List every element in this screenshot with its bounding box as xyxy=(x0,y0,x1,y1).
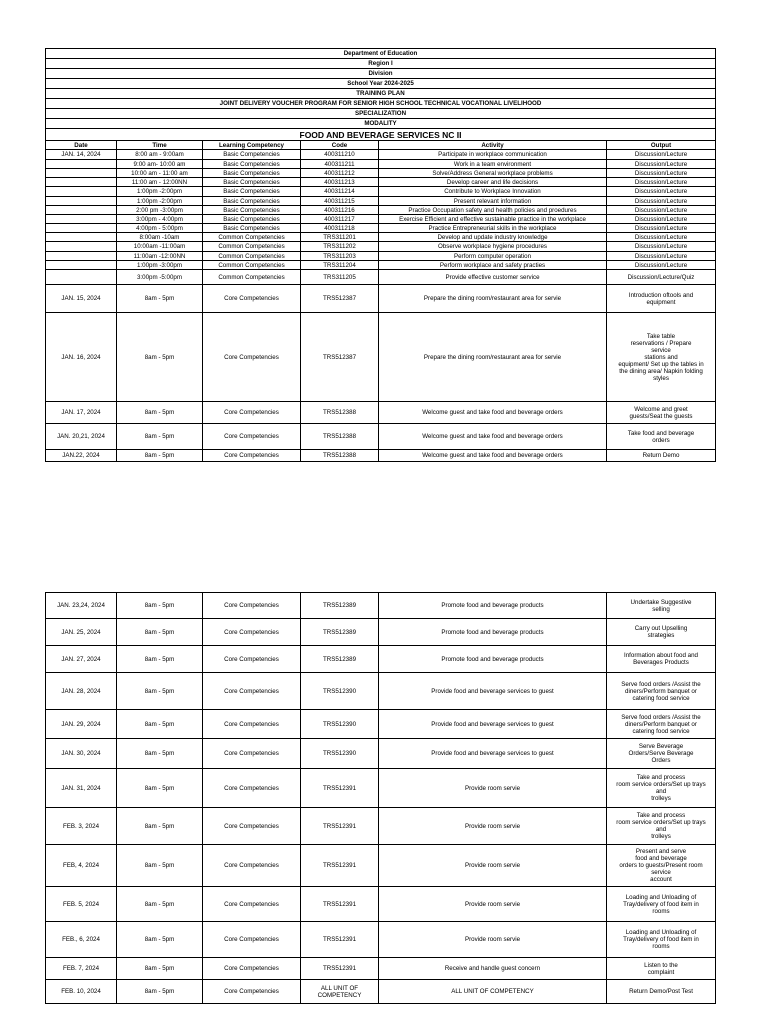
competency-cell: Common Competencies xyxy=(203,233,301,242)
time-cell: 8am - 5pm xyxy=(117,710,203,739)
output-cell: Welcome and greet guests/Seat the guests xyxy=(607,402,716,424)
code-cell: TRS512391 xyxy=(301,958,379,980)
activity-cell: Provide food and beverage services to guest xyxy=(379,673,607,710)
header-region: Region I xyxy=(46,59,716,69)
competency-cell: Core Competencies xyxy=(203,922,301,958)
time-cell: 8am - 5pm xyxy=(117,646,203,673)
time-cell: 8am - 5pm xyxy=(117,808,203,845)
output-cell: Discussion/Lecture xyxy=(607,242,716,252)
output-cell: Serve food orders /Assist the diners/Perform banquet or catering food service xyxy=(607,710,716,739)
code-cell: TRS512388 xyxy=(301,424,379,450)
activity-cell: Present relevant information xyxy=(379,197,607,206)
activity-cell: Promote food and beverage products xyxy=(379,646,607,673)
output-cell: Discussion/Lecture xyxy=(607,160,716,169)
output-cell: Take and process room service orders/Set up trays and trolleys xyxy=(607,808,716,845)
table-row xyxy=(46,980,716,1004)
output-cell: Return Demo xyxy=(607,450,716,462)
table-row xyxy=(46,673,716,710)
column-header-code: Code xyxy=(301,141,379,150)
competency-cell: Core Competencies xyxy=(203,619,301,646)
activity-cell: Provide room servie xyxy=(379,922,607,958)
table-row xyxy=(46,739,716,769)
column-header-output: Output xyxy=(607,141,716,150)
activity-cell: Solve/Address General workplace problems xyxy=(379,169,607,178)
table-row xyxy=(46,424,716,450)
date-cell: FEB., 6, 2024 xyxy=(46,922,117,958)
competency-cell: Basic Competencies xyxy=(203,197,301,206)
output-cell: Loading and Unloading of Tray/delivery of food item in rooms xyxy=(607,887,716,922)
code-cell: TRS311202 xyxy=(301,242,379,252)
competency-cell: Basic Competencies xyxy=(203,160,301,169)
date-cell: JAN. 27, 2024 xyxy=(46,646,117,673)
code-cell: 400311213 xyxy=(301,178,379,187)
table-row xyxy=(46,233,716,242)
table-row xyxy=(46,261,716,270)
code-cell: TRS311204 xyxy=(301,261,379,270)
output-cell: Discussion/Lecture xyxy=(607,252,716,261)
competency-cell: Core Competencies xyxy=(203,673,301,710)
time-cell: 8am - 5pm xyxy=(117,980,203,1004)
output-cell: Discussion/Lecture xyxy=(607,233,716,242)
code-cell: 400311214 xyxy=(301,187,379,197)
time-cell: 10:00am -11:00am xyxy=(117,242,203,252)
output-cell: Listen to the complaint xyxy=(607,958,716,980)
table-row xyxy=(46,402,716,424)
date-cell: FEB, 4, 2024 xyxy=(46,845,117,887)
competency-cell: Core Competencies xyxy=(203,769,301,808)
code-cell: TRS512391 xyxy=(301,845,379,887)
time-cell: 8am - 5pm xyxy=(117,739,203,769)
header-school-year: School Year 2024-2025 xyxy=(46,79,716,89)
date-cell: JAN. 30, 2024 xyxy=(46,739,117,769)
output-cell: Discussion/Lecture/Quiz xyxy=(607,270,716,285)
qualification-title: FOOD AND BEVERAGE SERVICES NC II xyxy=(46,129,716,141)
code-cell: 400311216 xyxy=(301,206,379,215)
output-cell: Discussion/Lecture xyxy=(607,187,716,197)
time-cell: 1:00pm -2:00pm xyxy=(117,187,203,197)
code-cell: TRS512391 xyxy=(301,887,379,922)
output-cell: Take and process room service orders/Set up trays and trolleys xyxy=(607,769,716,808)
time-cell: 4:00pm - 5:00pm xyxy=(117,224,203,233)
training-plan-table-page-1 xyxy=(45,48,716,462)
header-specialization: SPECIALIZATION xyxy=(46,109,716,119)
competency-cell: Core Competencies xyxy=(203,593,301,619)
table-row xyxy=(46,922,716,958)
date-cell: JAN. 31, 2024 xyxy=(46,769,117,808)
competency-cell: Core Competencies xyxy=(203,285,301,313)
table-row xyxy=(46,215,716,224)
table-row xyxy=(46,197,716,206)
output-cell: Discussion/Lecture xyxy=(607,224,716,233)
date-cell: JAN. 14, 2024 xyxy=(46,150,117,160)
activity-cell: Provide food and beverage services to guest xyxy=(379,739,607,769)
output-cell: Information about food and Beverages Products xyxy=(607,646,716,673)
table-row xyxy=(46,224,716,233)
activity-cell: Provide room servie xyxy=(379,845,607,887)
output-cell: Discussion/Lecture xyxy=(607,150,716,160)
competency-cell: Core Competencies xyxy=(203,450,301,462)
time-cell: 3:00pm - 4:00pm xyxy=(117,215,203,224)
code-cell: TRS512387 xyxy=(301,313,379,402)
code-cell: 400311210 xyxy=(301,150,379,160)
date-cell: JAN. 28, 2024 xyxy=(46,673,117,710)
competency-cell: Basic Competencies xyxy=(203,150,301,160)
output-cell: Carry out Upselling strategies xyxy=(607,619,716,646)
header-modality: MODALITY xyxy=(46,119,716,129)
time-cell: 8am - 5pm xyxy=(117,619,203,646)
table-body-page-2 xyxy=(46,593,716,1004)
table-row xyxy=(46,646,716,673)
column-header-date: Date xyxy=(46,141,117,150)
code-cell: TRS311201 xyxy=(301,233,379,242)
column-header-time: Time xyxy=(117,141,203,150)
activity-cell: Provide room servie xyxy=(379,887,607,922)
code-cell: TRS512390 xyxy=(301,673,379,710)
code-cell: 400311211 xyxy=(301,160,379,169)
time-cell: 8am - 5pm xyxy=(117,673,203,710)
code-cell: 400311218 xyxy=(301,224,379,233)
date-cell xyxy=(46,197,117,206)
competency-cell: Basic Competencies xyxy=(203,206,301,215)
time-cell: 1:00pm -3:00pm xyxy=(117,261,203,270)
activity-cell: Perform workplace and safety practies xyxy=(379,261,607,270)
competency-cell: Core Competencies xyxy=(203,646,301,673)
output-cell: Take table reservations / Prepare service stations and equipment/ Set up the tables in the dining area/ Napkin folding styles xyxy=(607,313,716,402)
activity-cell: Develop career and life decisions xyxy=(379,178,607,187)
output-cell: Discussion/Lecture xyxy=(607,261,716,270)
table-row xyxy=(46,887,716,922)
competency-cell: Core Competencies xyxy=(203,402,301,424)
time-cell: 8am - 5pm xyxy=(117,593,203,619)
table-row xyxy=(46,845,716,887)
header-department: Department of Education xyxy=(46,49,716,59)
competency-cell: Basic Competencies xyxy=(203,215,301,224)
output-cell: Introduction oftools and equipment xyxy=(607,285,716,313)
competency-cell: Common Competencies xyxy=(203,270,301,285)
competency-cell: Core Competencies xyxy=(203,710,301,739)
time-cell: 10:00 am - 11:00 am xyxy=(117,169,203,178)
table-row xyxy=(46,769,716,808)
column-header-activity: Activity xyxy=(379,141,607,150)
competency-cell: Core Competencies xyxy=(203,808,301,845)
activity-cell: Prepare the dining room/restaurant area for servie xyxy=(379,313,607,402)
code-cell: TRS512389 xyxy=(301,619,379,646)
table-row xyxy=(46,160,716,169)
table-row xyxy=(46,619,716,646)
date-cell: JAN. 29, 2024 xyxy=(46,710,117,739)
competency-cell: Basic Competencies xyxy=(203,178,301,187)
code-cell: TRS512388 xyxy=(301,450,379,462)
code-cell: 400311215 xyxy=(301,197,379,206)
activity-cell: Provide food and beverage services to guest xyxy=(379,710,607,739)
date-cell: JAN. 20,21, 2024 xyxy=(46,424,117,450)
date-cell xyxy=(46,252,117,261)
time-cell: 11:00 am - 12:00NN xyxy=(117,178,203,187)
activity-cell: Participate in workplace communication xyxy=(379,150,607,160)
date-cell xyxy=(46,224,117,233)
table-row xyxy=(46,958,716,980)
competency-cell: Core Competencies xyxy=(203,739,301,769)
competency-cell: Basic Competencies xyxy=(203,187,301,197)
activity-cell: Contribute to Workplace Innovation xyxy=(379,187,607,197)
competency-cell: Core Competencies xyxy=(203,980,301,1004)
table-row xyxy=(46,710,716,739)
code-cell: TRS512388 xyxy=(301,402,379,424)
competency-cell: Core Competencies xyxy=(203,424,301,450)
output-cell: Discussion/Lecture xyxy=(607,169,716,178)
header-training-plan: TRAINING PLAN xyxy=(46,89,716,99)
activity-cell: Exercise Efficient and effective sustainable practice in the workplace xyxy=(379,215,607,224)
date-cell: FEB. 5, 2024 xyxy=(46,887,117,922)
time-cell: 8am - 5pm xyxy=(117,769,203,808)
date-cell xyxy=(46,178,117,187)
table-row xyxy=(46,313,716,402)
table-row xyxy=(46,242,716,252)
activity-cell: Promote food and beverage products xyxy=(379,593,607,619)
output-cell: Take food and beverage orders xyxy=(607,424,716,450)
table-row xyxy=(46,150,716,160)
output-cell: Present and serve food and beverage orders to guests/Present room service account xyxy=(607,845,716,887)
competency-cell: Core Competencies xyxy=(203,313,301,402)
code-cell: TRS512391 xyxy=(301,808,379,845)
code-cell: TRS512391 xyxy=(301,769,379,808)
code-cell: TRS311205 xyxy=(301,270,379,285)
competency-cell: Common Competencies xyxy=(203,261,301,270)
date-cell: JAN. 25, 2024 xyxy=(46,619,117,646)
output-cell: Discussion/Lecture xyxy=(607,197,716,206)
output-cell: Serve food orders /Assist the diners/Perform banquet or catering food service xyxy=(607,673,716,710)
competency-cell: Core Competencies xyxy=(203,958,301,980)
code-cell: TRS512387 xyxy=(301,285,379,313)
time-cell: 9:00 am- 10:00 am xyxy=(117,160,203,169)
activity-cell: Receive and handle guest concern xyxy=(379,958,607,980)
competency-cell: Core Competencies xyxy=(203,887,301,922)
table-row xyxy=(46,285,716,313)
code-cell: 400311212 xyxy=(301,169,379,178)
document-header xyxy=(46,49,716,150)
time-cell: 2:00 pm -3:00pm xyxy=(117,206,203,215)
date-cell xyxy=(46,261,117,270)
date-cell xyxy=(46,242,117,252)
output-cell: Discussion/Lecture xyxy=(607,178,716,187)
activity-cell: Provide effective customer service xyxy=(379,270,607,285)
activity-cell: Develop and update industry knowledge xyxy=(379,233,607,242)
header-program: JOINT DELIVERY VOUCHER PROGRAM FOR SENIOR HIGH SCHOOL TECHNICAL VOCATIONAL LIVELIHOOD xyxy=(46,99,716,109)
date-cell xyxy=(46,233,117,242)
date-cell xyxy=(46,160,117,169)
activity-cell: Prepare the dining room/restaurant area for servie xyxy=(379,285,607,313)
activity-cell: Promote food and beverage products xyxy=(379,619,607,646)
competency-cell: Common Competencies xyxy=(203,242,301,252)
date-cell xyxy=(46,215,117,224)
activity-cell: Work in a team environment xyxy=(379,160,607,169)
competency-cell: Basic Competencies xyxy=(203,169,301,178)
time-cell: 8am - 5pm xyxy=(117,313,203,402)
header-division: Division xyxy=(46,69,716,79)
time-cell: 8am - 5pm xyxy=(117,845,203,887)
time-cell: 8am - 5pm xyxy=(117,887,203,922)
time-cell: 8am - 5pm xyxy=(117,402,203,424)
table-row xyxy=(46,178,716,187)
date-cell: JAN. 17, 2024 xyxy=(46,402,117,424)
output-cell: Serve Beverage Orders/Serve Beverage Orders xyxy=(607,739,716,769)
activity-cell: Perform computer operation xyxy=(379,252,607,261)
table-row xyxy=(46,169,716,178)
time-cell: 11:00am -12:00NN xyxy=(117,252,203,261)
code-cell: TRS311203 xyxy=(301,252,379,261)
time-cell: 8am - 5pm xyxy=(117,285,203,313)
code-cell: TRS512389 xyxy=(301,593,379,619)
date-cell xyxy=(46,270,117,285)
activity-cell: Provide room servie xyxy=(379,769,607,808)
competency-cell: Common Competencies xyxy=(203,252,301,261)
output-cell: Return Demo/Post Test xyxy=(607,980,716,1004)
table-row xyxy=(46,206,716,215)
table-row xyxy=(46,252,716,261)
activity-cell: Welcome guest and take food and beverage orders xyxy=(379,424,607,450)
date-cell: JAN.22, 2024 xyxy=(46,450,117,462)
output-cell: Loading and Unloading of Tray/delivery of food item in rooms xyxy=(607,922,716,958)
date-cell: JAN. 23,24, 2024 xyxy=(46,593,117,619)
competency-cell: Basic Competencies xyxy=(203,224,301,233)
table-body-page-1 xyxy=(46,150,716,462)
date-cell: FEB. 10, 2024 xyxy=(46,980,117,1004)
activity-cell: Welcome guest and take food and beverage orders xyxy=(379,402,607,424)
date-cell: JAN. 15, 2024 xyxy=(46,285,117,313)
column-header-learning-competency: Learning Competency xyxy=(203,141,301,150)
time-cell: 8am - 5pm xyxy=(117,450,203,462)
table-row xyxy=(46,187,716,197)
code-cell: TRS512390 xyxy=(301,710,379,739)
training-plan-table-page-2 xyxy=(45,592,716,1004)
date-cell xyxy=(46,206,117,215)
table-row xyxy=(46,450,716,462)
activity-cell: Provide room servie xyxy=(379,808,607,845)
time-cell: 3:00pm -5:00pm xyxy=(117,270,203,285)
date-cell: FEB. 3, 2024 xyxy=(46,808,117,845)
activity-cell: Practice Occupation safety and health policies and proedures xyxy=(379,206,607,215)
date-cell: FEB. 7, 2024 xyxy=(46,958,117,980)
table-row xyxy=(46,593,716,619)
date-cell: JAN. 16, 2024 xyxy=(46,313,117,402)
table-row xyxy=(46,270,716,285)
time-cell: 1:00pm -2:00pm xyxy=(117,197,203,206)
time-cell: 8:00 am - 9:00am xyxy=(117,150,203,160)
activity-cell: Practice Entrepreneurial skills in the workplace xyxy=(379,224,607,233)
code-cell: 400311217 xyxy=(301,215,379,224)
time-cell: 8am - 5pm xyxy=(117,922,203,958)
activity-cell: ALL UNIT OF COMPETENCY xyxy=(379,980,607,1004)
competency-cell: Core Competencies xyxy=(203,845,301,887)
output-cell: Discussion/Lecture xyxy=(607,206,716,215)
code-cell: TRS512389 xyxy=(301,646,379,673)
column-header-row xyxy=(46,141,716,150)
code-cell: TRS512390 xyxy=(301,739,379,769)
date-cell xyxy=(46,187,117,197)
activity-cell: Observe workplace hygiene procedures xyxy=(379,242,607,252)
time-cell: 8:00am -10am xyxy=(117,233,203,242)
time-cell: 8am - 5pm xyxy=(117,424,203,450)
activity-cell: Welcome guest and take food and beverage orders xyxy=(379,450,607,462)
output-cell: Discussion/Lecture xyxy=(607,215,716,224)
time-cell: 8am - 5pm xyxy=(117,958,203,980)
table-row xyxy=(46,808,716,845)
code-cell: ALL UNIT OF COMPETENCY xyxy=(301,980,379,1004)
date-cell xyxy=(46,169,117,178)
output-cell: Undertake Suggestive selling xyxy=(607,593,716,619)
code-cell: TRS512391 xyxy=(301,922,379,958)
